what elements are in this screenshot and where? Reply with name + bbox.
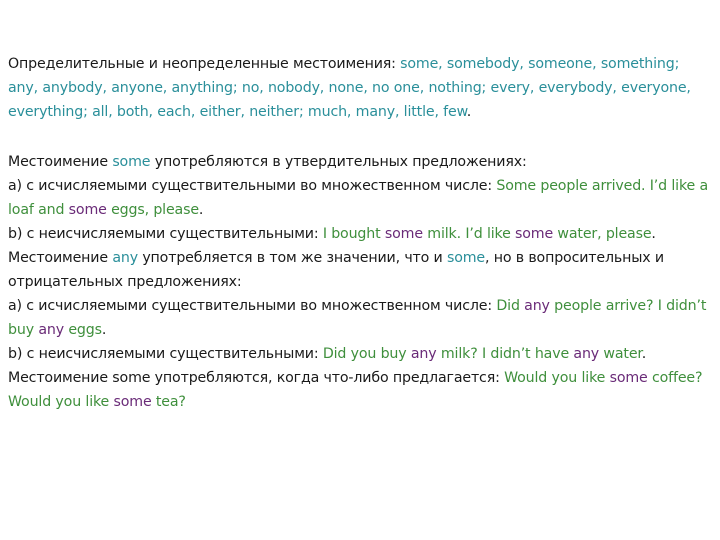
- some-uncountable-rule: [8, 222, 708, 246]
- text-run: any: [410, 346, 437, 362]
- text-run: употребляется в том же значении, что и: [137, 250, 447, 266]
- text-run: eggs: [63, 322, 102, 338]
- text-run: any: [38, 322, 64, 338]
- text-run: Определительные и неопределенные: [8, 56, 293, 72]
- text-run: milk. I’d like: [422, 226, 516, 242]
- text-run: употребляются в утвердительных предложениях:: [150, 154, 527, 170]
- text-run: Местоимение: [8, 250, 113, 266]
- text-run: , но в вопросительных и отрицательных предложениях:: [8, 250, 664, 290]
- text-run: some: [446, 250, 486, 266]
- text-run: .: [466, 104, 472, 120]
- text-run: b) с неисчисляемыми существительными:: [8, 346, 323, 362]
- text-run: .: [651, 226, 656, 242]
- text-run: eggs, please: [106, 202, 199, 218]
- text-run: .: [101, 322, 107, 338]
- paragraph-gap: [8, 124, 708, 150]
- text-run: some: [113, 394, 152, 410]
- any-usage-heading: [8, 246, 708, 294]
- some-offer-rule: [8, 366, 708, 414]
- text-run: Did you buy: [322, 346, 411, 362]
- text-run: tea?: [151, 394, 186, 410]
- text-run: some: [68, 202, 107, 218]
- text-run: b) с неисчисляемыми существительными:: [8, 226, 323, 242]
- text-run: some, somebody, someone, something; any, anybody, anyone, anything; no, nobody, none, no one, nothing; every, everybody, everyone, everything; all, both, each, either, neither; much, many, little, few: [8, 56, 691, 120]
- text-run: some: [112, 154, 151, 170]
- text-run: Местоимение: [8, 154, 113, 170]
- text-run: some: [609, 370, 648, 386]
- text-run: a) с исчисляемыми существительными во множественном числе:: [8, 298, 497, 314]
- text-run: .: [641, 346, 647, 362]
- text-run: Местоимение some употребляются, когда что-либо предлагается:: [8, 370, 505, 386]
- text-run: water: [599, 346, 642, 362]
- any-uncountable-rule: [8, 342, 708, 366]
- text-run: coffee? Would you like: [8, 370, 703, 410]
- text-run: water, please: [553, 226, 652, 242]
- text-run: some: [515, 226, 554, 242]
- some-usage-heading: [8, 150, 708, 174]
- text-run: any: [524, 298, 550, 314]
- some-countable-rule: [8, 174, 708, 222]
- text-run: milk? I didn’t have: [436, 346, 574, 362]
- text-run: Some people arrived. I’d like a loaf and: [8, 178, 709, 218]
- text-run: people arrive? I didn’t buy: [8, 298, 707, 338]
- text-run: Would you like: [504, 370, 610, 386]
- text-block: [8, 52, 708, 414]
- text-run: Did: [496, 298, 525, 314]
- text-run: a) с исчисляемыми существительными во множественном числе:: [8, 178, 497, 194]
- text-run: any: [112, 250, 138, 266]
- text-run: any: [573, 346, 600, 362]
- text-run: .: [198, 202, 204, 218]
- text-run: I bought: [322, 226, 385, 242]
- text-run: some: [384, 226, 423, 242]
- any-countable-rule: [8, 294, 708, 342]
- text-run: местоимения:: [292, 56, 401, 72]
- intro-paragraph: [8, 52, 708, 124]
